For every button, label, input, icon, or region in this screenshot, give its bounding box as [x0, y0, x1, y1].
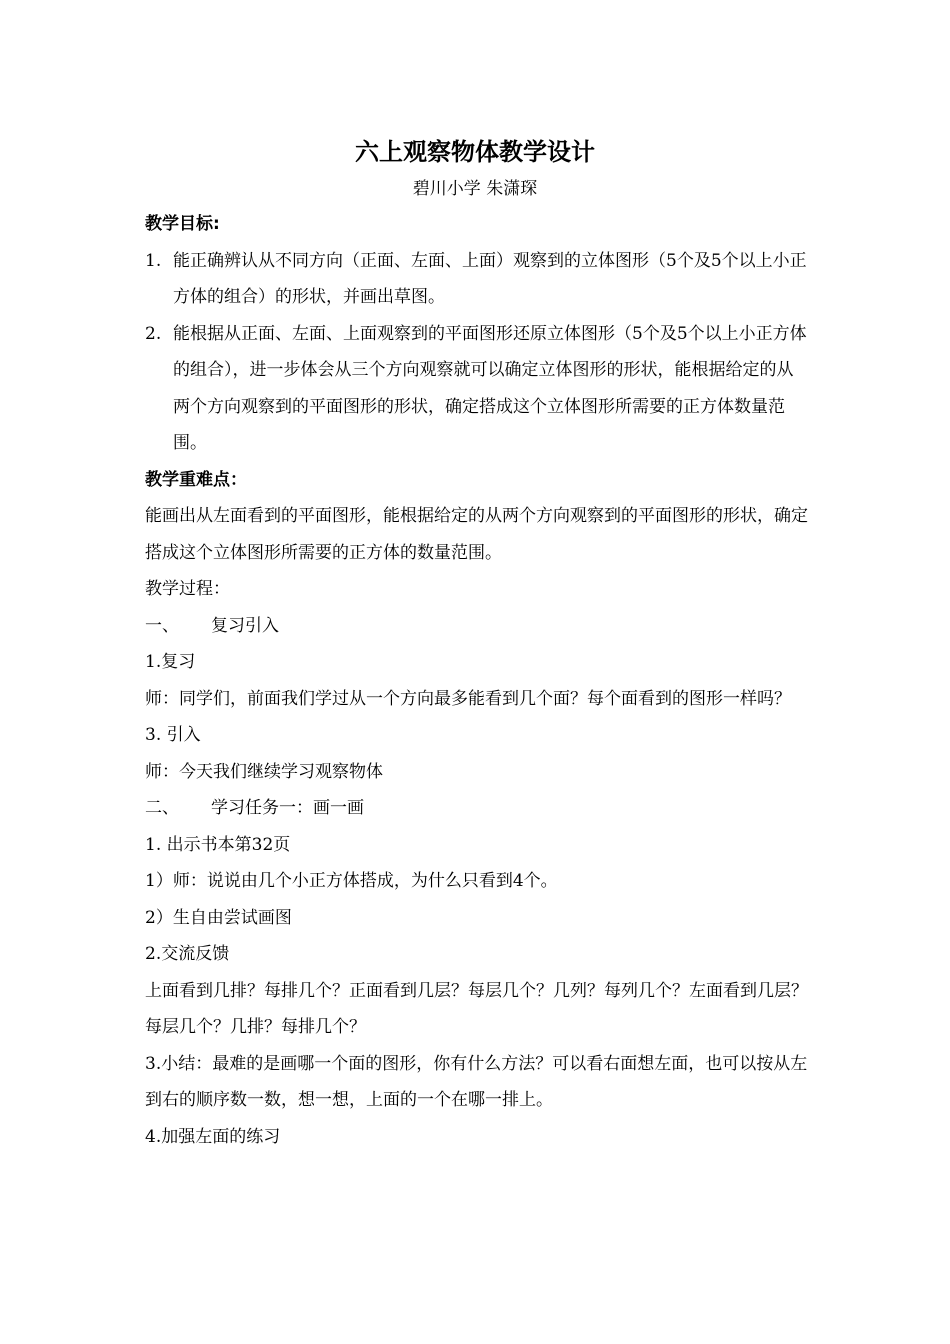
paragraph-teacher-intro: 师：今天我们继续学习观察物体	[145, 761, 383, 782]
section-1-heading	[145, 608, 810, 645]
paragraph-review: 1.复习	[145, 652, 196, 672]
goal-item-2	[145, 316, 810, 462]
difficulty-heading: 教学重难点：	[145, 469, 247, 490]
document-author: 碧川小学 朱潇琛	[412, 179, 538, 199]
process-heading: 教学过程：	[145, 579, 230, 599]
document-body	[145, 206, 810, 1155]
paragraph-teacher-question: 师：同学们，前面我们学过从一个方向最多能看到几个面？每个面看到的图形一样吗？	[145, 688, 791, 709]
goal-number: 1.	[145, 250, 162, 271]
goals-heading: 教学目标:	[145, 214, 220, 234]
difficulty-text: 能画出从左面看到的平面图形，能根据给定的从两个方向观察到的平面图形的形状，确定搭成这个立体图形所需要的正方体的数量范围。	[145, 506, 808, 563]
section-title: 学习任务一：画一画	[211, 798, 364, 818]
paragraph-intro: 3. 引入	[145, 725, 201, 745]
goal-item-1	[145, 243, 810, 316]
goal-number: 2.	[145, 323, 162, 344]
section-number: 一、	[145, 615, 179, 636]
goal-text: 能正确辨认从不同方向（正面、左面、上面）观察到的立体图形（5个及5个以上小正方体的组合）的形状，并画出草图。	[173, 250, 807, 307]
document-title: 六上观察物体教学设计	[355, 138, 595, 166]
section-title: 复习引入	[211, 615, 279, 636]
section-2-heading	[145, 790, 810, 827]
paragraph-summary: 3.小结：最难的是画哪一个面的图形，你有什么方法？可以看右面想左面，也可以按从左到右的顺序数一数，想一想，上面的一个在哪一排上。	[145, 1053, 808, 1110]
goal-text: 能根据从正面、左面、上面观察到的平面图形还原立体图形（5个及5个以上小正方体的组合），进一步体会从三个方向观察就可以确定立体图形的形状，能根据给定的从两个方向观察到的平面图形的形状，确定搭成这个立体图形所需要的正方体数量范围。	[173, 323, 807, 453]
section-number: 二、	[145, 798, 179, 818]
paragraph-feedback: 2.交流反馈	[145, 944, 230, 964]
paragraph-step-1: 1）师：说说由几个小正方体搭成，为什么只看到4个。	[145, 871, 558, 891]
paragraph-step-2: 2）生自由尝试画图	[145, 907, 292, 928]
paragraph-questions: 上面看到几排？每排几个？正面看到几层？每层几个？几列？每列几个？左面看到几层？每层几个？几排？每排几个？	[145, 980, 808, 1037]
paragraph-practice: 4.加强左面的练习	[145, 1126, 281, 1147]
paragraph-show-book: 1. 出示书本第32页	[145, 834, 291, 855]
